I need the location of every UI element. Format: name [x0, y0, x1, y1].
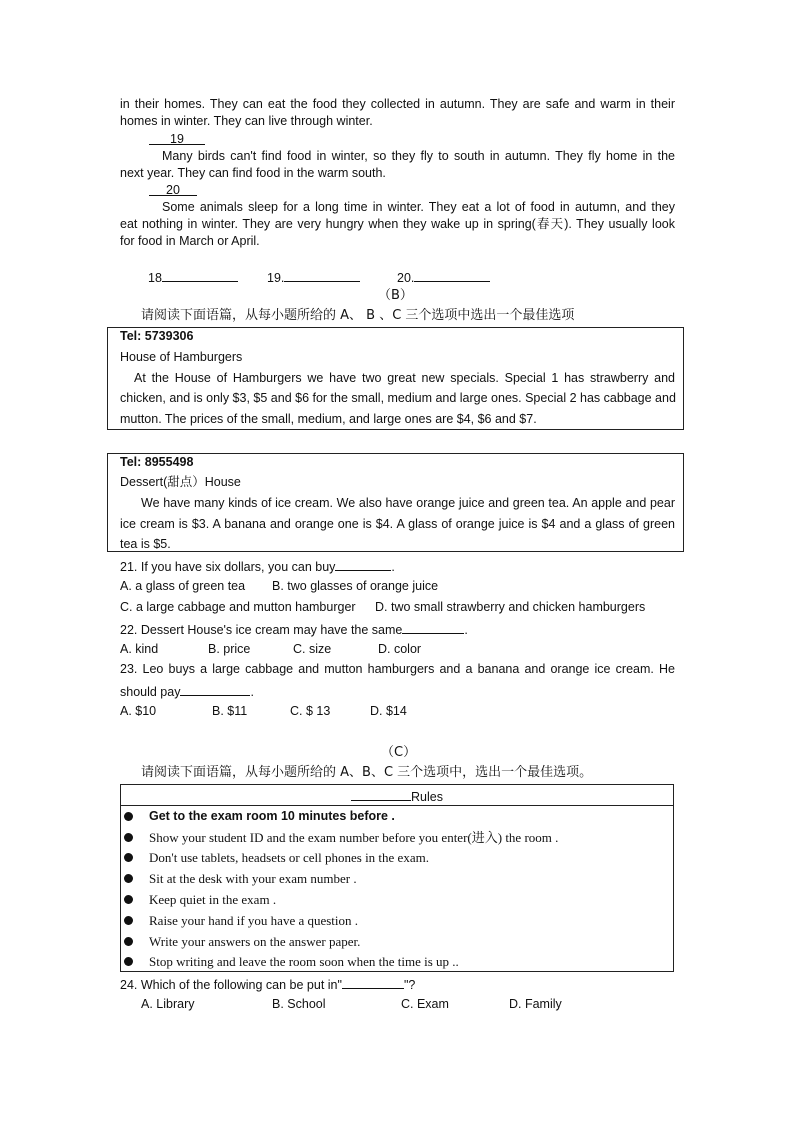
- blank-number: 20: [166, 183, 180, 197]
- ad-body: mutton. The prices of the small, medium, and large ones are $4, $6 and $7.: [120, 412, 537, 426]
- option-22-d[interactable]: D. color: [378, 642, 422, 656]
- answer-blank[interactable]: [402, 620, 464, 634]
- blank-number: 19: [170, 132, 184, 146]
- option-21-d[interactable]: D. two small strawberry and chicken hamburgers: [375, 600, 646, 614]
- passage-line: in their homes. They can eat the food they collected in autumn. They are safe and warm in their: [120, 97, 675, 111]
- option-22-a[interactable]: A. kind: [120, 642, 159, 656]
- option-22-c[interactable]: C. size: [293, 642, 332, 656]
- answer-blank[interactable]: [284, 268, 360, 282]
- question-text: .: [464, 623, 468, 637]
- answer-blank[interactable]: [335, 557, 391, 571]
- option-23-d[interactable]: D. $14: [370, 704, 407, 718]
- bullet-icon: [124, 874, 133, 883]
- rules-title-text: Rules: [411, 790, 443, 804]
- rules-title-blank[interactable]: [351, 787, 411, 801]
- section-c-instruction: 请阅读下面语篇，从每小题所给的 A、B、C 三个选项中，选出一个最佳选项。: [141, 765, 593, 780]
- ad-body: chicken, and is only $3, $5 and $6 for the small, medium and large ones. Special 2 has cabbage and: [120, 391, 676, 405]
- option-21-a[interactable]: A. a glass of green tea: [120, 579, 246, 593]
- question-text: .: [250, 685, 254, 699]
- rule-item: Stop writing and leave the room soon when the time is up ..: [149, 954, 459, 969]
- passage-line: for food in March or April.: [120, 234, 260, 248]
- passage-line: Many birds can't find food in winter, so they fly to south in autumn. They fly home in the: [162, 149, 675, 163]
- option-21-b[interactable]: B. two glasses of orange juice: [272, 579, 439, 593]
- question-text: .: [391, 560, 395, 574]
- question-text: 21. If you have six dollars, you can buy: [120, 560, 336, 574]
- option-24-a[interactable]: A. Library: [141, 997, 195, 1011]
- rules-divider: [121, 805, 673, 806]
- bullet-icon: [124, 895, 133, 904]
- bullet-icon: [124, 957, 133, 966]
- rules-title: [351, 787, 443, 806]
- question-text: should pay: [120, 685, 181, 699]
- ad-body: At the House of Hamburgers we have two great new specials. Special 1 has strawberry and: [134, 371, 675, 385]
- rule-item: Sit at the desk with your exam number .: [149, 871, 357, 886]
- ad-tel: Tel: 8955498: [120, 455, 194, 469]
- rule-item: Raise your hand if you have a question .: [149, 913, 359, 928]
- question-text: 24. Which of the following can be put in": [120, 978, 342, 992]
- ad-name: Dessert(甜点）House: [120, 475, 241, 489]
- passage-line: eat nothing in winter. They are very hungry when they wake up in spring(春天). They usually look: [120, 217, 675, 231]
- option-24-b[interactable]: B. School: [272, 997, 326, 1011]
- section-b-instruction: 请阅读下面语篇，从每小题所给的 A、 B 、C 三个选项中选出一个最佳选项: [141, 308, 575, 323]
- question-22: [120, 620, 468, 639]
- bullet-icon: [124, 812, 133, 821]
- question-24: [120, 975, 415, 994]
- blank-19: [149, 131, 205, 148]
- option-24-c[interactable]: C. Exam: [401, 997, 449, 1011]
- ad-body: tea is $5.: [120, 537, 171, 551]
- bullet-icon: [124, 833, 133, 842]
- section-c-heading: （C）: [381, 745, 417, 760]
- answer-20: [397, 268, 490, 287]
- passage-line: next year. They can find food in the warm south.: [120, 166, 386, 180]
- option-22-b[interactable]: B. price: [208, 642, 251, 656]
- answer-blank[interactable]: [414, 268, 490, 282]
- answer-label: 18: [148, 271, 162, 285]
- option-23-b[interactable]: B. $11: [212, 704, 248, 718]
- bullet-icon: [124, 853, 133, 862]
- rule-item: Keep quiet in the exam .: [149, 892, 277, 907]
- ad-tel: Tel: 5739306: [120, 329, 194, 343]
- answer-blank[interactable]: [162, 268, 238, 282]
- section-b-heading: （B）: [378, 288, 413, 303]
- rule-item: Write your answers on the answer paper.: [149, 934, 361, 949]
- ad-body: ice cream is $3. A banana and orange one is $4. A glass of orange juice is $4 and a glass of green: [120, 517, 675, 531]
- answer-blank[interactable]: [180, 682, 250, 696]
- answer-blank[interactable]: [342, 975, 404, 989]
- bullet-icon: [124, 937, 133, 946]
- blank-20: [149, 182, 197, 199]
- passage-line: Some animals sleep for a long time in winter. They eat a lot of food in autumn, and they: [162, 200, 675, 214]
- question-23: 23. Leo buys a large cabbage and mutton hamburgers and a banana and orange ice cream. He: [120, 662, 675, 676]
- option-21-c[interactable]: C. a large cabbage and mutton hamburger: [120, 600, 356, 614]
- answer-19: [267, 268, 360, 287]
- question-text: "?: [403, 978, 416, 992]
- question-text: 22. Dessert House's ice cream may have the same: [120, 623, 403, 637]
- rule-item: Don't use tablets, headsets or cell phones in the exam.: [149, 850, 429, 865]
- ad-body: We have many kinds of ice cream. We also have orange juice and green tea. An apple and pear: [141, 496, 675, 510]
- question-23-cont: [120, 682, 254, 701]
- answer-label: 20.: [397, 271, 415, 285]
- question-21: [120, 557, 395, 576]
- rule-item: Show your student ID and the exam number before you enter(进入) the room .: [149, 830, 559, 845]
- answer-label: 19.: [267, 271, 285, 285]
- bullet-icon: [124, 916, 133, 925]
- option-23-c[interactable]: C. $ 13: [290, 704, 331, 718]
- passage-line: homes in winter. They can live through winter.: [120, 114, 373, 128]
- ad-name: House of Hamburgers: [120, 350, 243, 364]
- option-23-a[interactable]: A. $10: [120, 704, 157, 718]
- answer-18: [148, 268, 238, 287]
- rule-item: Get to the exam room 10 minutes before .: [149, 809, 395, 823]
- option-24-d[interactable]: D. Family: [509, 997, 562, 1011]
